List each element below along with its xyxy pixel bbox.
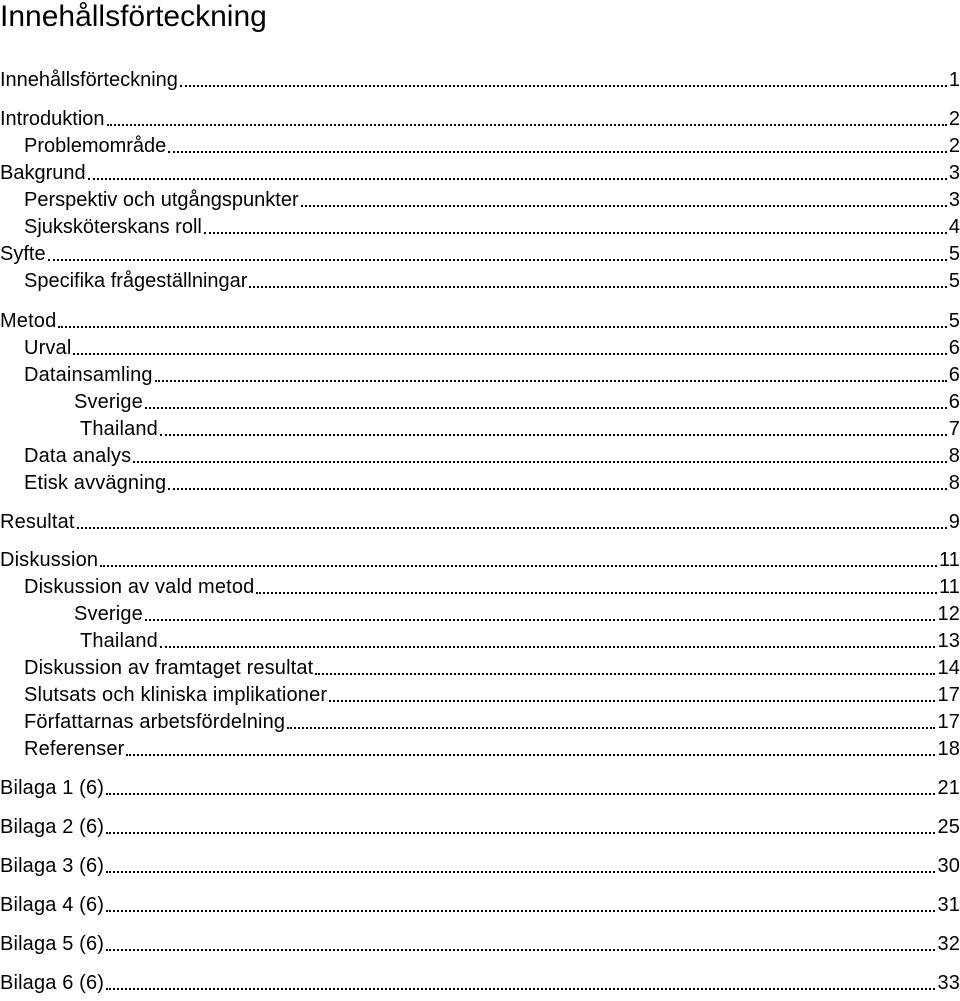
dot-leader xyxy=(160,646,936,648)
toc-entry-text: Etisk avvägning xyxy=(24,472,167,494)
toc-page-number: 7 xyxy=(948,418,960,440)
toc-page-number: 5 xyxy=(948,310,960,332)
toc-entry-text: Referenser xyxy=(24,738,125,760)
dot-leader xyxy=(100,565,937,567)
dot-leader xyxy=(180,85,947,87)
toc-page-number: 3 xyxy=(948,189,960,211)
toc-entry-sverige-2[interactable] xyxy=(74,602,960,626)
dot-leader xyxy=(160,434,947,436)
dot-leader xyxy=(106,949,935,951)
toc-entry-bilaga-5[interactable] xyxy=(0,932,960,956)
dot-leader xyxy=(315,673,935,675)
toc-entry-text: Diskussion av vald metod xyxy=(24,576,255,598)
toc-page-number: 6 xyxy=(948,391,960,413)
toc-entry-innehallsforteckning[interactable] xyxy=(0,68,960,92)
toc-page-number: 21 xyxy=(937,777,960,799)
toc-entry-bilaga-4[interactable] xyxy=(0,893,960,917)
toc-page-number: 5 xyxy=(948,243,960,265)
toc-entry-arbetsfordelning[interactable] xyxy=(24,710,960,734)
toc-entry-text: Slutsats och kliniska implikationer xyxy=(24,684,328,706)
toc-entry-etisk-avvagning[interactable] xyxy=(24,471,960,495)
toc-entry-bilaga-6[interactable] xyxy=(0,971,960,995)
toc-entry-text: Metod xyxy=(0,310,57,332)
dot-leader xyxy=(106,910,935,912)
toc-page-number: 5 xyxy=(948,270,960,292)
toc-page-number: 9 xyxy=(948,511,960,533)
toc-entry-sjukskoterskans-roll[interactable] xyxy=(24,215,960,239)
toc-entry-text: Bakgrund xyxy=(0,162,86,184)
toc-page-number: 8 xyxy=(948,472,960,494)
toc-entry-text: Bilaga 4 (6) xyxy=(0,894,105,916)
dot-leader xyxy=(249,286,946,288)
dot-leader xyxy=(287,727,935,729)
toc-entry-urval[interactable] xyxy=(24,336,960,360)
toc-entry-referenser[interactable] xyxy=(24,737,960,761)
toc-entry-diskussion[interactable] xyxy=(0,548,960,572)
dot-leader xyxy=(126,754,935,756)
toc-page-number: 4 xyxy=(948,216,960,238)
toc-entry-resultat[interactable] xyxy=(0,510,960,534)
toc-page-number: 1 xyxy=(948,69,960,91)
toc-entry-data-analys[interactable] xyxy=(24,444,960,468)
toc-entry-text: Datainsamling xyxy=(24,364,153,386)
toc-entry-text: Perspektiv och utgångspunkter xyxy=(24,189,299,211)
toc-entry-text: Specifika frågeställningar xyxy=(24,270,248,292)
toc-entry-text: Sverige xyxy=(74,603,143,625)
toc-entry-text: Data analys xyxy=(24,445,132,467)
toc-page-number: 25 xyxy=(937,816,960,838)
toc-entry-text: Bilaga 3 (6) xyxy=(0,855,105,877)
toc-entry-text: Syfte xyxy=(0,243,46,265)
toc-page-number: 2 xyxy=(948,135,960,157)
toc-entry-datainsamling[interactable] xyxy=(24,363,960,387)
toc-entry-bilaga-2[interactable] xyxy=(0,815,960,839)
toc-page-number: 2 xyxy=(948,108,960,130)
toc-page-number: 14 xyxy=(937,657,960,679)
dot-leader xyxy=(58,326,946,328)
toc-page-number: 31 xyxy=(937,894,960,916)
toc-entry-perspektiv[interactable] xyxy=(24,188,960,212)
toc-entry-text: Introduktion xyxy=(0,108,105,130)
dot-leader xyxy=(145,407,947,409)
toc-page-number: 32 xyxy=(937,933,960,955)
toc-entry-text: Resultat xyxy=(0,511,75,533)
toc-page-number: 12 xyxy=(937,603,960,625)
dot-leader xyxy=(329,700,935,702)
dot-leader xyxy=(256,592,937,594)
toc-page-number: 6 xyxy=(948,337,960,359)
toc-page-number: 18 xyxy=(937,738,960,760)
toc-entry-problemomrade[interactable] xyxy=(24,134,960,158)
toc-entry-specifika-fragestallningar[interactable] xyxy=(24,269,960,293)
toc-page-number: 30 xyxy=(937,855,960,877)
toc-entry-sverige[interactable] xyxy=(74,390,960,414)
toc-entry-text: Bilaga 2 (6) xyxy=(0,816,105,838)
toc-entry-text: Bilaga 6 (6) xyxy=(0,972,105,994)
toc-entry-introduktion[interactable] xyxy=(0,107,960,131)
dot-leader xyxy=(301,205,947,207)
dot-leader xyxy=(145,619,936,621)
toc-entry-bakgrund[interactable] xyxy=(0,161,960,185)
dot-leader xyxy=(106,871,935,873)
dot-leader xyxy=(133,461,946,463)
toc-entry-syfte[interactable] xyxy=(0,242,960,266)
toc-entry-slutsats[interactable] xyxy=(24,683,960,707)
dot-leader xyxy=(88,178,947,180)
dot-leader xyxy=(107,124,947,126)
toc-entry-thailand[interactable] xyxy=(80,417,960,441)
dot-leader xyxy=(106,832,935,834)
toc-entry-text: Thailand xyxy=(80,630,158,652)
toc-entry-text: Bilaga 1 (6) xyxy=(0,777,105,799)
toc-entry-text: Sverige xyxy=(74,391,143,413)
dot-leader xyxy=(73,353,946,355)
toc-page-number: 13 xyxy=(937,630,960,652)
toc-page-number: 3 xyxy=(948,162,960,184)
dot-leader xyxy=(106,988,935,990)
toc-entry-text: Problemområde xyxy=(24,135,167,157)
toc-page-number: 17 xyxy=(937,684,960,706)
toc-entry-text: Bilaga 5 (6) xyxy=(0,933,105,955)
toc-entry-text: Sjuksköterskans roll xyxy=(24,216,202,238)
toc-page-number: 6 xyxy=(948,364,960,386)
toc-entry-text: Urval xyxy=(24,337,72,359)
toc-entry-metod[interactable] xyxy=(0,309,960,333)
dot-leader xyxy=(168,488,946,490)
dot-leader xyxy=(77,527,947,529)
toc-entry-bilaga-1[interactable] xyxy=(0,776,960,800)
dot-leader xyxy=(204,232,947,234)
toc-page-number: 17 xyxy=(937,711,960,733)
dot-leader xyxy=(168,151,947,153)
dot-leader xyxy=(48,259,947,261)
toc-page-number: 11 xyxy=(938,549,960,571)
toc-entry-text: Diskussion xyxy=(0,549,99,571)
toc-entry-diskussion-vald-metod[interactable] xyxy=(24,575,960,599)
toc-entry-thailand-2[interactable] xyxy=(80,629,960,653)
toc-entry-diskussion-framtaget-resultat[interactable] xyxy=(24,656,960,680)
toc-page-number: 11 xyxy=(938,576,960,598)
dot-leader xyxy=(106,793,935,795)
toc-entry-text: Thailand xyxy=(80,418,158,440)
dot-leader xyxy=(155,380,947,382)
toc-entry-bilaga-3[interactable] xyxy=(0,854,960,878)
toc-entry-text: Innehållsförteckning xyxy=(0,69,178,91)
toc-page-number: 8 xyxy=(948,445,960,467)
toc-entry-text: Diskussion av framtaget resultat xyxy=(24,657,314,679)
toc-entry-text: Författarnas arbetsfördelning xyxy=(24,711,286,733)
toc-page-number: 33 xyxy=(937,972,960,994)
document-title: Innehållsförteckning xyxy=(0,0,267,33)
